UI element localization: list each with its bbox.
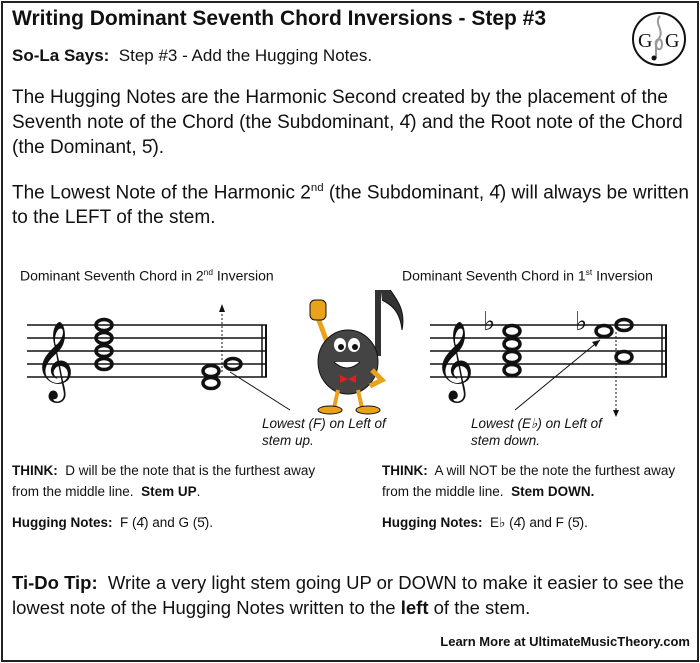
arrow-up-icon — [219, 304, 225, 312]
left-caption-sup: nd — [203, 267, 213, 277]
mascot-note-icon — [310, 290, 403, 414]
right-caption-a: Dominant Seventh Chord in 1 — [402, 267, 586, 284]
right-chord-broken — [596, 320, 632, 363]
treble-clef-icon: 𝄞 — [34, 321, 75, 400]
svg-text:G: G — [638, 30, 653, 52]
right-hugging — [382, 512, 700, 533]
footer-link[interactable]: Learn More at UltimateMusicTheory.com — [440, 634, 690, 649]
right-hug-text: E♭ (4̂) and F (5̂). — [490, 515, 588, 530]
left-think-text: D will be the note that is the furthest away from the middle line. — [12, 463, 316, 499]
para2-text-b: (the Subdominant, 4̂) will always be written to the LEFT of the stem. — [12, 182, 689, 229]
right-annotation: Lowest (E♭) on Left of stem down. — [471, 416, 602, 448]
left-think — [12, 460, 332, 502]
para2-text-a: The Lowest Note of the Harmonic 2 — [12, 182, 311, 204]
sola-says — [12, 46, 372, 66]
left-think-label: THINK: — [12, 463, 58, 478]
sola-label: So-La Says: — [12, 46, 110, 65]
left-caption-a: Dominant Seventh Chord in 2 — [20, 267, 204, 284]
treble-clef-icon-right: 𝄞 — [434, 321, 475, 400]
left-think-bold: Stem UP — [141, 484, 197, 499]
paragraph-hugging-notes: The Hugging Notes are the Harmonic Second created by the placement of the Seventh note of the Chord (the Subdominant, 4̂) and the Root note of the Chord (the Dominant, 5̂). — [12, 87, 683, 158]
tip-bold: left — [400, 597, 429, 618]
left-think-end: . — [196, 484, 201, 499]
right-caption-b: Inversion — [592, 267, 653, 284]
flat-icon-2: ♭ — [575, 307, 588, 337]
right-think — [382, 460, 697, 502]
page-title: Writing Dominant Seventh Chord Inversions - Step #3 — [12, 7, 547, 30]
right-think-label: THINK: — [382, 463, 428, 478]
left-hugging — [12, 512, 332, 533]
right-caption-sup: st — [585, 267, 593, 277]
para2-sup: nd — [310, 182, 324, 194]
right-hug-label: Hugging Notes: — [382, 515, 483, 530]
sola-text: Step #3 - Add the Hugging Notes. — [118, 46, 373, 65]
logo-treble-clef-icon — [628, 10, 690, 68]
svg-text:G: G — [665, 30, 680, 52]
tip-text-b: of the stem. — [433, 597, 531, 618]
left-hug-label: Hugging Notes: — [12, 515, 113, 530]
tip-label: Ti-Do Tip: — [12, 572, 98, 593]
paragraph-lowest-note — [12, 176, 692, 230]
left-caption — [20, 267, 274, 284]
tip-text-a: Write a very light stem going UP or DOWN to make it easier to see the lowest note of the Hugging Notes written to the — [12, 572, 685, 618]
flat-icon: ♭ — [483, 307, 496, 337]
left-hug-text: F (4̂) and G (5̂). — [120, 515, 214, 530]
left-caption-b: Inversion — [213, 267, 274, 284]
tido-tip — [12, 570, 696, 620]
right-think-text: A will NOT be the note the furthest away from the middle line. — [382, 463, 676, 499]
right-caption — [402, 267, 653, 284]
left-chord-block — [96, 320, 112, 370]
right-think-bold: Stem DOWN. — [511, 484, 595, 499]
left-annotation: Lowest (F) on Left of stem up. — [262, 416, 386, 448]
